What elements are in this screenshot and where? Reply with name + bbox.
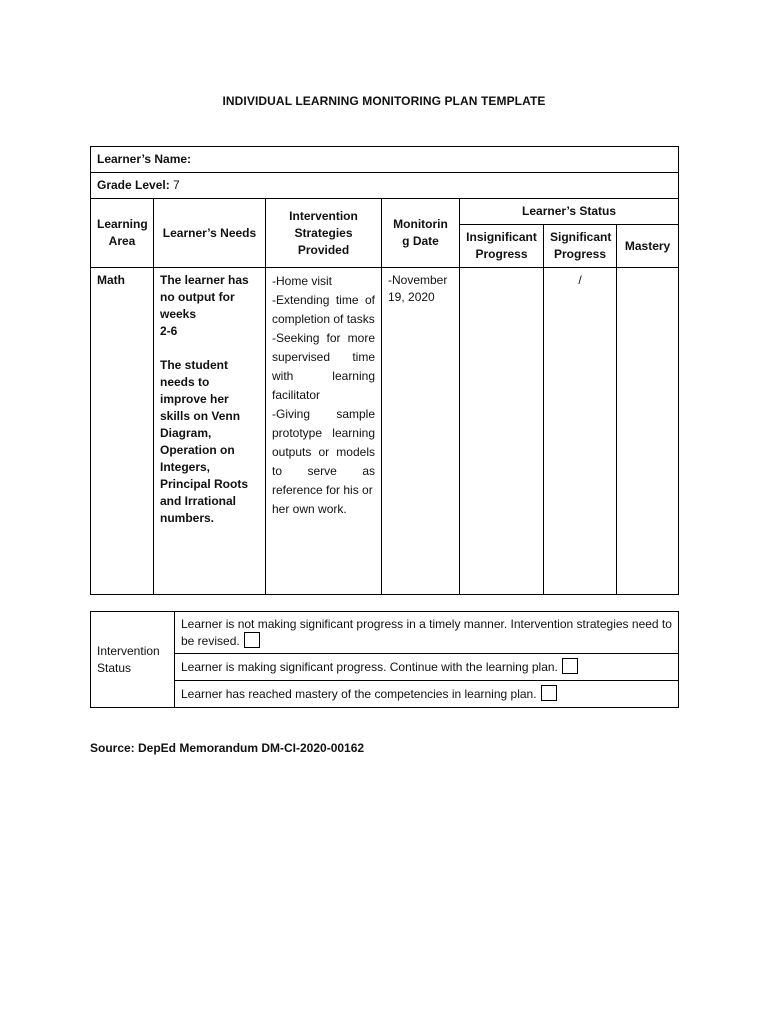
needs-line: The learner has	[160, 273, 249, 287]
header-learners-needs: Learner’s Needs	[154, 199, 266, 268]
strategy-item: -Home visit	[272, 274, 333, 288]
needs-line: numbers.	[160, 511, 215, 525]
needs-line: skills on Venn	[160, 409, 241, 423]
learner-name-row	[91, 147, 679, 173]
strategy-item: -Extending time of completion of tasks	[272, 293, 375, 326]
strategy-item: her own work.	[272, 502, 347, 516]
needs-line: 2-6	[160, 324, 178, 338]
document-title: INDIVIDUAL LEARNING MONITORING PLAN TEMPLATE	[222, 94, 546, 108]
option-text: Learner is making significant progress. Continue with the learning plan.	[181, 660, 558, 674]
revise-checkbox[interactable]	[244, 632, 260, 648]
grade-level-label: Grade Level:	[97, 178, 170, 192]
monitoring-date-cell	[382, 268, 460, 595]
needs-line: Operation on	[160, 443, 235, 457]
continue-checkbox[interactable]	[562, 658, 578, 674]
header-learners-status: Learner’s Status	[460, 199, 679, 225]
learning-area-cell: Math	[91, 268, 154, 595]
grade-level-value: 7	[173, 178, 180, 192]
needs-line: Diagram,	[160, 426, 212, 440]
option-text: Learner is not making significant progress in a timely manner. Intervention strategies need to be revised.	[181, 617, 672, 648]
header-insignificant-progress: Insignificant Progress	[460, 225, 544, 268]
intervention-option-mastery	[175, 681, 679, 708]
mastery-cell	[617, 268, 679, 595]
strategy-item: -Seeking for more supervised time with learning facilitator	[272, 331, 375, 402]
significant-progress-cell: /	[544, 268, 617, 595]
date-line: 19, 2020	[388, 290, 435, 304]
learners-needs-cell	[154, 268, 266, 595]
mastery-checkbox[interactable]	[541, 685, 557, 701]
monitoring-plan-table	[90, 146, 679, 595]
option-text: Learner has reached mastery of the competencies in learning plan.	[181, 687, 537, 701]
intervention-status-label: Intervention Status	[91, 612, 175, 708]
needs-line: The student	[160, 358, 228, 372]
header-mastery: Mastery	[617, 225, 679, 268]
intervention-option-continue	[175, 654, 679, 681]
header-learning-area: Learning Area	[91, 199, 154, 268]
intervention-strategies-cell	[266, 268, 382, 595]
needs-line: Integers,	[160, 460, 211, 474]
header-monitoring-date: Monitorin g Date	[382, 199, 460, 268]
needs-line: weeks	[160, 307, 197, 321]
needs-line: improve her	[160, 392, 229, 406]
needs-line: no output for	[160, 290, 235, 304]
date-line: -November	[388, 273, 448, 287]
header-significant-progress: Significant Progress	[544, 225, 617, 268]
needs-line: Principal Roots	[160, 477, 249, 491]
grade-level-row	[91, 173, 679, 199]
intervention-status-table	[90, 611, 679, 708]
strategy-item: -Giving sample prototype learning outputs or models to serve as reference for his or	[272, 407, 375, 497]
intervention-option-revise	[175, 612, 679, 654]
source-note: Source: DepEd Memorandum DM-CI-2020-00162	[90, 741, 365, 755]
insignificant-progress-cell	[460, 268, 544, 595]
needs-line: needs to	[160, 375, 210, 389]
needs-line: and Irrational	[160, 494, 237, 508]
learner-name-label: Learner’s Name:	[97, 152, 192, 166]
header-intervention-strategies: Intervention Strategies Provided	[266, 199, 382, 268]
